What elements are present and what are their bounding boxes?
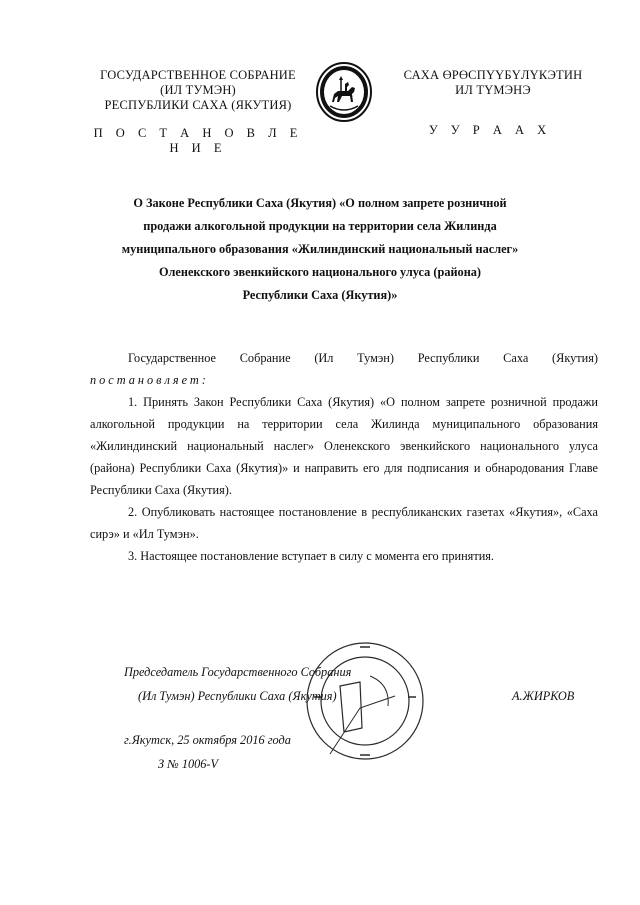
decree-label-ru: П О С Т А Н О В Л Е Н И Е: [93, 126, 303, 155]
header-left-line: РЕСПУБЛИКИ САХА (ЯКУТИЯ): [104, 98, 292, 112]
header-left-line: (ИЛ ТУМЭН): [160, 83, 236, 97]
intro-paragraph: Государственное Собрание (Ил Тумэн) Республики Саха (Якутия): [128, 351, 598, 365]
item-paragraph: 3. Настоящее постановление вступает в силу с момента его принятия.: [128, 549, 495, 563]
header-right-org: [378, 68, 608, 98]
document-number: З № 1006-V: [158, 757, 219, 771]
resolves-label: постановляет:: [90, 373, 209, 387]
title-line: Республики Саха (Якутия)»: [242, 288, 398, 302]
header-left-org: [88, 68, 308, 113]
title-line: муниципального образования «Жилиндинский национальный наслег»: [121, 242, 519, 256]
header-right-line: САХА ӨРӨСПҮҮБҮЛҮКЭТИН: [403, 68, 583, 82]
place-date: г.Якутск, 25 октября 2016 года: [124, 733, 291, 747]
signatory-position-line2: (Ил Тумэн) Республики Саха (Якутия): [138, 689, 337, 703]
signatory-position-line1: Председатель Государственного Собрания: [124, 665, 352, 679]
document-title: [110, 192, 530, 307]
item-paragraph: 1. Принять Закон Республики Саха (Якутия) «О полном запрете розничной продажи алкогольной продукции на территории села Жилинда муниципального образования «Жилиндинский национальный наслег» Оленекского эвенкийского национального улуса (района) Республики Саха (Якутия)» и направить его для подписания и обнародования Главе Республики Саха (Якутия).: [90, 395, 598, 497]
document-body: [90, 347, 598, 567]
signatory-name: А.ЖИРКОВ: [512, 689, 575, 703]
item-paragraph: 2. Опубликовать настоящее постановление в республиканских газетах «Якутия», «Саха сирэ» и «Ил Тумэн».: [90, 505, 598, 541]
title-line: продажи алкогольной продукции на территории села Жилинда: [143, 219, 497, 233]
decree-label-sakha: У У Р А А Х: [428, 123, 552, 137]
yakutia-coat-of-arms-icon: [312, 60, 376, 124]
header-right-line: ИЛ ТҮМЭНЭ: [455, 83, 531, 97]
title-line: О Законе Республики Саха (Якутия) «О полном запрете розничной: [133, 196, 507, 210]
title-line: Оленекского эвенкийского национального улуса (района): [158, 265, 482, 279]
header-left-line: ГОСУДАРСТВЕННОЕ СОБРАНИЕ: [100, 68, 296, 82]
